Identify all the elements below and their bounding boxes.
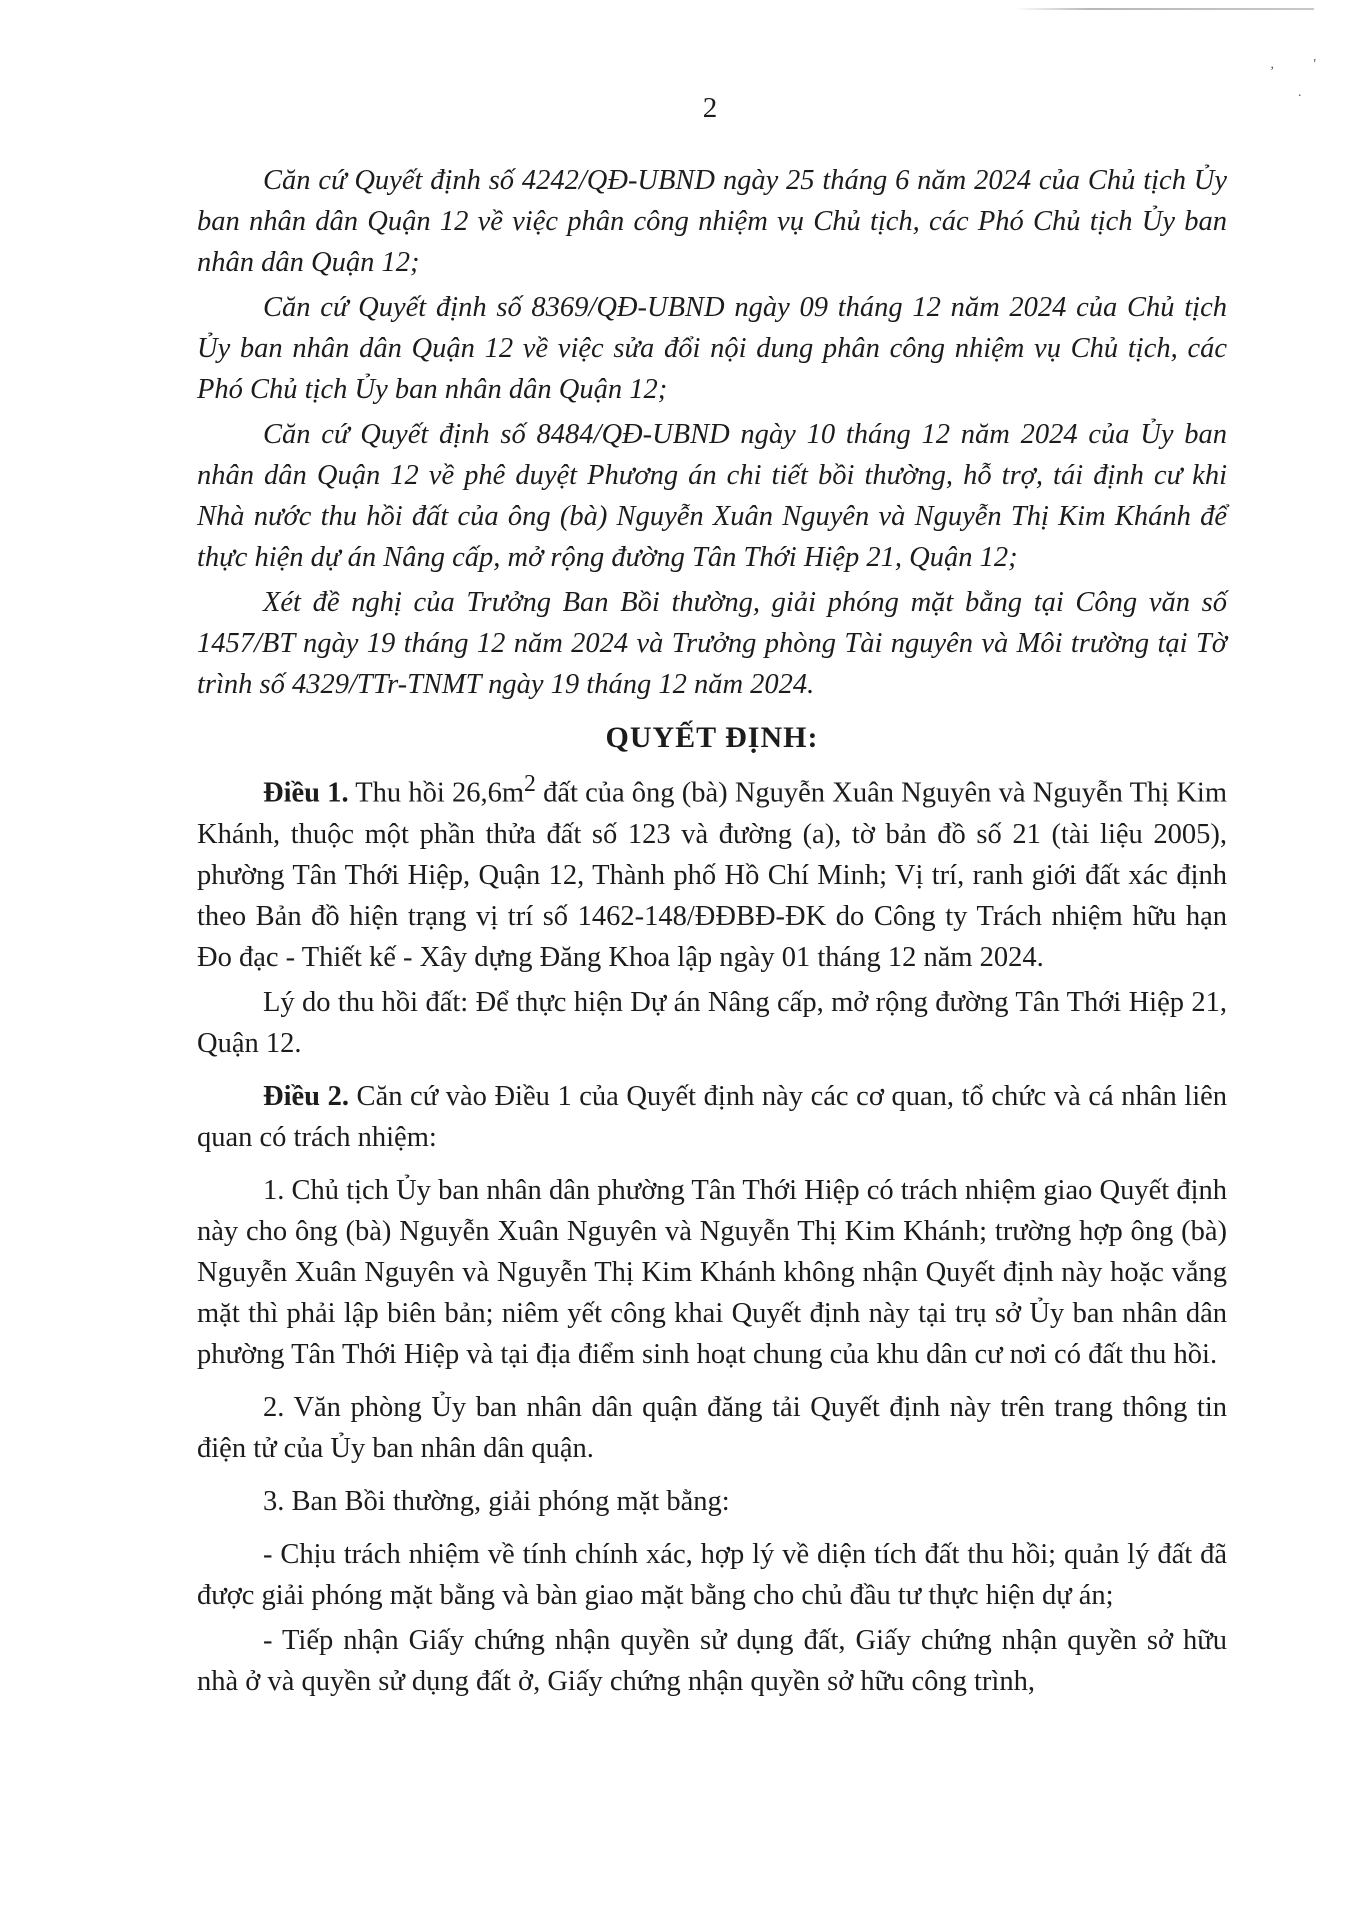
area-unit-superscript: 2 — [524, 771, 536, 797]
article-2-subitem: - Chịu trách nhiệm về tính chính xác, hợp lý về diện tích đất thu hồi; quản lý đất đã được giải phóng mặt bằng và bàn giao mặt bằng cho chủ đầu tư thực hiện dự án; — [197, 1538, 1227, 1611]
article-2-item: 1. Chủ tịch Ủy ban nhân dân phường Tân Thới Hiệp có trách nhiệm giao Quyết định này cho ông (bà) Nguyễn Xuân Nguyên và Nguyễn Thị Kim Khánh; trường hợp ông (bà) Nguyễn Xuân Nguyên và Nguyễn Thị Kim Khánh không nhận Quyết định này hoặc vắng mặt thì phải lập biên bản; niêm yết công khai Quyết định này tại trụ sở Ủy ban nhân dân phường Tân Thới Hiệp và tại địa điểm sinh hoạt chung của khu dân cư nơi có đất thu hồi. — [197, 1174, 1227, 1370]
article-2-label: Điều 2. — [263, 1080, 349, 1112]
preamble-paragraph: Căn cứ Quyết định số 4242/QĐ-UBND ngày 25 tháng 6 năm 2024 của Chủ tịch Ủy ban nhân dân Quận 12 về việc phân công nhiệm vụ Chủ tịch, các Phó Chủ tịch Ủy ban nhân dân Quận 12; — [197, 165, 1227, 278]
article-1-paragraph — [197, 764, 1227, 978]
scan-speck: · — [1297, 89, 1302, 104]
article-1-text: Thu hồi 26,6m — [348, 777, 524, 809]
scan-speck: ' — [1313, 57, 1316, 72]
scan-edge-line — [1014, 8, 1314, 10]
article-2-intro: Căn cứ vào Điều 1 của Quyết định này các cơ quan, tổ chức và cá nhân liên quan có trách nhiệm: — [197, 1080, 1228, 1153]
article-2-subitem: - Tiếp nhận Giấy chứng nhận quyền sử dụng đất, Giấy chứng nhận quyền sở hữu nhà ở và quyền sử dụng đất ở, Giấy chứng nhận quyền sở hữu công trình, — [197, 1624, 1227, 1697]
preamble-paragraph: Căn cứ Quyết định số 8369/QĐ-UBND ngày 09 tháng 12 năm 2024 của Chủ tịch Ủy ban nhân dân Quận 12 về việc sửa đổi nội dung phân công nhiệm vụ Chủ tịch, các Phó Chủ tịch Ủy ban nhân dân Quận 12; — [197, 292, 1227, 405]
article-2-paragraph — [197, 1076, 1227, 1158]
article-1-label: Điều 1. — [263, 777, 349, 809]
article-1-text-cont: đất của ông (bà) Nguyễn Xuân Nguyên và Nguyễn Thị Kim Khánh, thuộc một phần thửa đất số 123 và đường (a), tờ bản đồ số 21 (tài liệu 2005), phường Tân Thới Hiệp, Quận 12, Thành phố Hồ Chí Minh; Vị trí, ranh giới đất xác định theo Bản đồ hiện trạng vị trí số 1462-148/ĐĐBĐ-ĐK do Công ty Trách nhiệm hữu hạn Đo đạc - Thiết kế - Xây dựng Đăng Khoa lập ngày 01 tháng 12 năm 2024. — [197, 777, 1228, 973]
article-2-item: 3. Ban Bồi thường, giải phóng mặt bằng: — [263, 1485, 730, 1517]
document-body — [197, 160, 1227, 1706]
preamble-paragraph: Xét đề nghị của Trưởng Ban Bồi thường, giải phóng mặt bằng tại Công văn số 1457/BT ngày 19 tháng 12 năm 2024 và Trưởng phòng Tài nguyên và Môi trường tại Tờ trình số 4329/TTr-TNMT ngày 19 tháng 12 năm 2024. — [197, 587, 1227, 700]
article-1-reason: Lý do thu hồi đất: Để thực hiện Dự án Nâng cấp, mở rộng đường Tân Thới Hiệp 21, Quận 12. — [197, 986, 1227, 1059]
page-number: 2 — [702, 92, 718, 124]
decision-heading: QUYẾT ĐỊNH: — [605, 721, 819, 754]
article-2-item: 2. Văn phòng Ủy ban nhân dân quận đăng tải Quyết định này trên trang thông tin điện tử của Ủy ban nhân dân quận. — [197, 1391, 1227, 1464]
preamble-paragraph: Căn cứ Quyết định số 8484/QĐ-UBND ngày 10 tháng 12 năm 2024 của Ủy ban nhân dân Quận 12 về phê duyệt Phương án chi tiết bồi thường, hỗ trợ, tái định cư khi Nhà nước thu hồi đất của ông (bà) Nguyễn Xuân Nguyên và Nguyễn Thị Kim Khánh để thực hiện dự án Nâng cấp, mở rộng đường Tân Thới Hiệp 21, Quận 12; — [197, 419, 1227, 573]
scan-speck: , — [1270, 57, 1274, 72]
